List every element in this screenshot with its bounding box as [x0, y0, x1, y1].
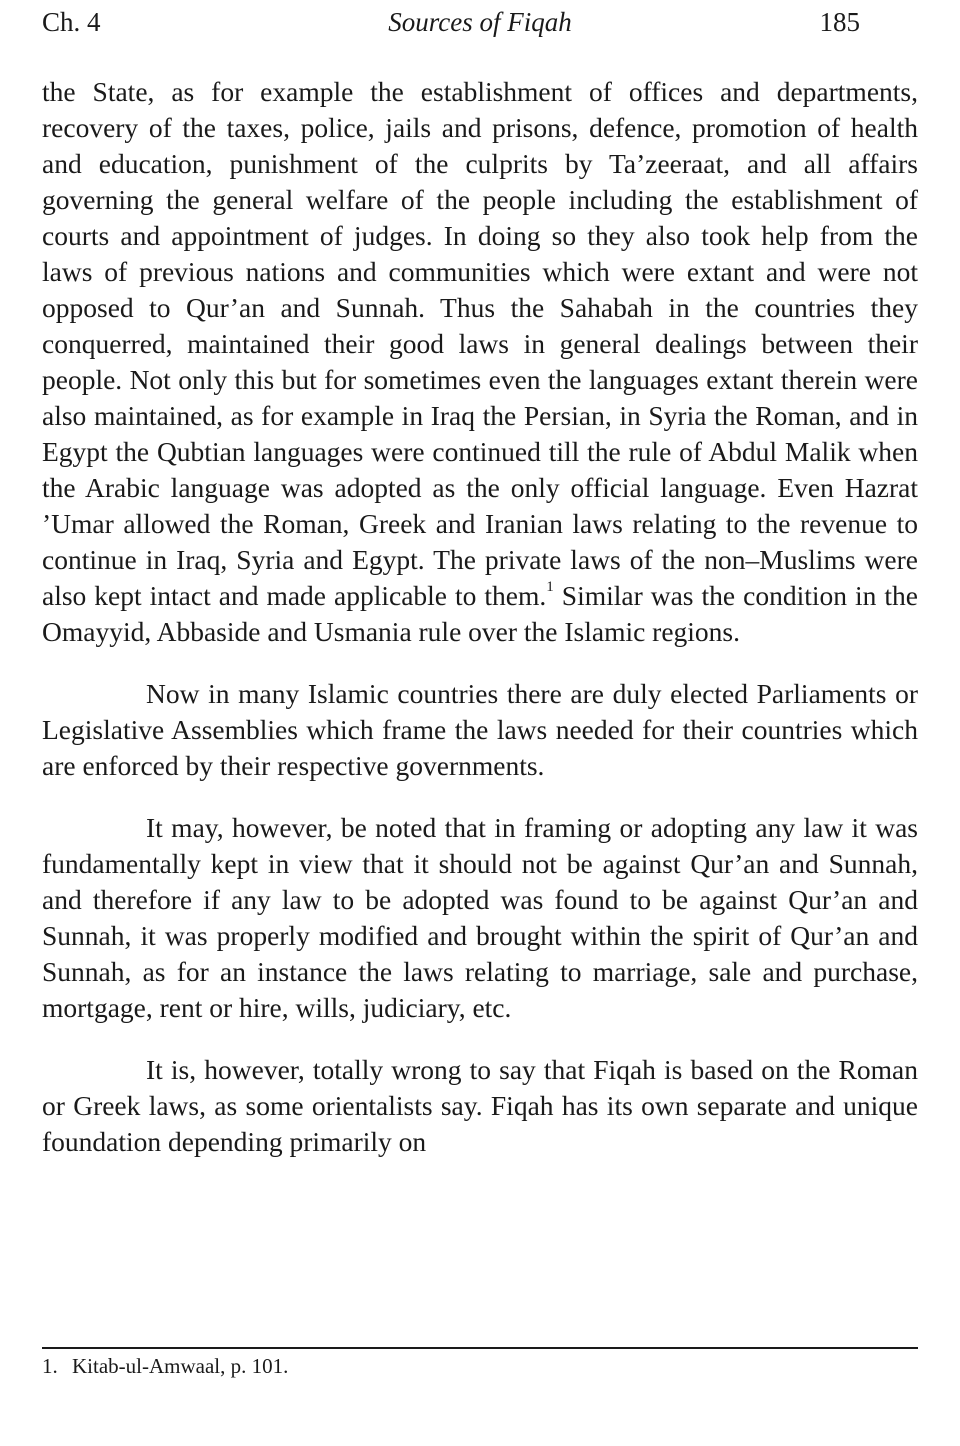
page-number: 185 [819, 7, 860, 37]
body-text [42, 74, 918, 1160]
footnote-text: Kitab-ul-Amwaal, p. 101. [72, 1354, 289, 1378]
chapter-label: Ch. 4 [42, 7, 101, 37]
paragraph-fiqah-foundation [42, 1052, 918, 1160]
running-header [42, 2, 918, 42]
footnote [42, 1352, 918, 1380]
paragraph-legislatures [42, 676, 918, 784]
book-page [42, 0, 918, 1446]
paragraph-text: It may, however, be noted that in framing or adopting any law it was fundamentally kept in view that it should not be against Qur’an and Sunnah, and therefore if any law to be adopted was found to be against Qur’an and Sunnah, it was properly modified and brought within the spirit of Qur’an and Sunnah, as for an instance the laws relating to marriage, sale and purchase, mortgage, rent or hire, wills, judiciary, etc. [42, 812, 918, 1023]
paragraph-text-after-note: Similar was the condition in the Omayyid, Abbaside and Usmania rule over the Islamic regions. [42, 580, 918, 647]
running-title: Sources of Fiqah [388, 7, 572, 37]
footnote-reference: 1 [546, 579, 554, 595]
paragraph-text: the State, as for example the establishment of offices and departments, recovery of the taxes, police, jails and prisons, defence, promotion of health and education, punishment of the culprits by Ta’zeeraat, and all affairs governing the general welfare of the people including the establishment of courts and appointment of judges. In doing so they also took help from the laws of previous nations and communities which were extant and were not opposed to Qur’an and Sunnah. Thus the Sahabah in the countries they conquerred, maintained their good laws in general dealings between their people. Not only this but for sometimes even the languages extant therein were also maintained, as for example in Iraq the Persian, in Syria the Roman, and in Egypt the Qubtian languages were continued till the rule of Abdul Malik when the Arabic language was adopted as the only official language. Even Hazrat ’Umar allowed the Roman, Greek and Iranian laws relating to the revenue to continue in Iraq, Syria and Egypt. The private laws of the non–Muslims were also kept intact and made applicable to them. [42, 76, 918, 611]
paragraph-quran-sunnah [42, 810, 918, 1026]
paragraph-continued [42, 74, 918, 650]
paragraph-text: It is, however, totally wrong to say that Fiqah is based on the Roman or Greek laws, as some orientalists say. Fiqah has its own separate and unique foundation depending primarily on [42, 1054, 918, 1157]
footnote-divider [42, 1347, 918, 1349]
paragraph-text: Now in many Islamic countries there are duly elected Parliaments or Legislative Assemblies which frame the laws needed for their countries which are enforced by their respective governments. [42, 678, 918, 781]
footnote-number: 1. [42, 1354, 58, 1378]
